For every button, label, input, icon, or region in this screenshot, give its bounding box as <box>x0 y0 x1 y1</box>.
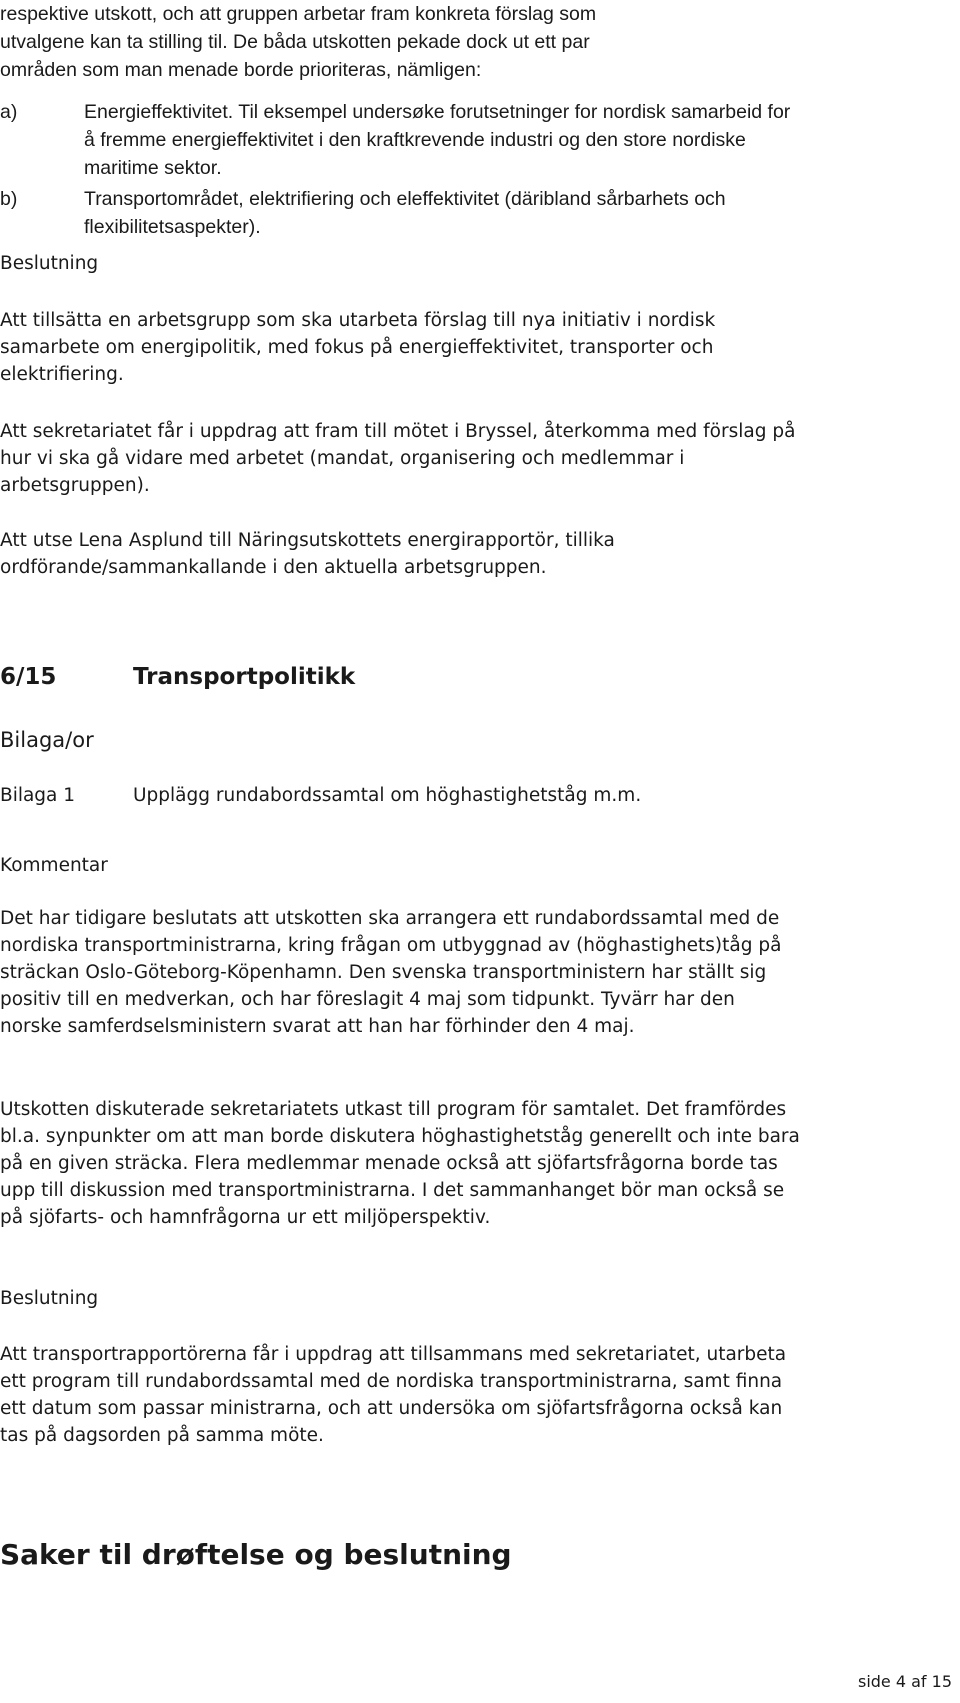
decision-heading: Beslutning <box>0 1288 99 1309</box>
section-title: Transportpolitikk <box>133 664 356 690</box>
attachment-label: Bilaga 1 <box>0 785 76 806</box>
priority-marker: b) <box>0 188 18 210</box>
priority-item <box>0 185 800 241</box>
section-number: 6/15 <box>0 664 57 690</box>
attachment-title: Upplägg rundabordssamtal om höghastighetståg m.m. <box>133 785 642 806</box>
comment-heading: Kommentar <box>0 855 108 876</box>
comment-paragraph: Det har tidigare beslutats att utskotten ska arrangera ett rundabordssamtal med de nordiska transportministrarna, kring frågan om utbyggnad av (höghastighets)tåg på sträckan Oslo-Göteborg-Köpenhamn. Den svenska transportministern har ställt sig positiv till en medverkan, och har föreslagit 4 maj som tidpunkt. Tyvärr har den norske samferdselsministern svarat att han har förhinder den 4 maj. <box>0 908 782 1037</box>
decision-paragraph: Att sekretariatet får i uppdrag att fram till mötet i Bryssel, återkomma med förslag på hur vi ska gå vidare med arbetet (mandat, organisering och medlemmar i arbetsgruppen). <box>0 421 796 496</box>
priority-text: Energieffektivitet. Til eksempel undersøke forutsetninger for nordisk samarbeid for å fremme energieffektivitet i den kraftkrevende industri og den store nordiske maritime sektor. <box>84 101 791 179</box>
attachment-row <box>0 782 641 809</box>
decision-paragraph: Att utse Lena Asplund till Näringsutskottets energirapportör, tillika ordförande/sammankallande i den aktuella arbetsgruppen. <box>0 530 615 578</box>
priority-text: Transportområdet, elektrifiering och eleffektivitet (däribland sårbarhets och flexibilitetsaspekter). <box>84 188 726 238</box>
intro-line: utvalgene kan ta stilling til. De båda utskotten pekade dock ut ett par <box>0 31 590 53</box>
intro-line: respektive utskott, och att gruppen arbetar fram konkreta förslag som <box>0 3 597 25</box>
comment-paragraph: Utskotten diskuterade sekretariatets utkast till program för samtalet. Det framfördes bl.a. synpunkter om att man borde diskutera höghastighetståg generellt och inte bara på en given sträcka. Flera medlemmar menade också att sjöfartsfrågorna borde tas upp till diskussion med transportministrarna. I det sammanhanget bör man också se på sjöfarts- och hamnfrågorna ur ett miljöperspektiv. <box>0 1099 800 1228</box>
page-number: side 4 af 15 <box>857 1672 952 1691</box>
priority-item <box>0 98 800 182</box>
decision-heading: Beslutning <box>0 253 99 274</box>
section-heading <box>0 662 355 692</box>
attachments-heading: Bilaga/or <box>0 728 94 752</box>
priority-marker: a) <box>0 101 18 123</box>
decision-paragraph: Att tillsätta en arbetsgrupp som ska utarbeta förslag till nya initiativ i nordisk samarbete om energipolitik, med fokus på energieffektivitet, transporter och elektrifiering. <box>0 310 716 385</box>
intro-line: områden som man menade borde prioriteras, nämligen: <box>0 59 482 81</box>
intro-paragraph <box>0 0 800 84</box>
decision-paragraph: Att transportrapportörerna får i uppdrag att tillsammans med sekretariatet, utarbeta ett program till rundabordssamtal med de nordiska transportministrarna, samt finna ett datum som passar ministrarna, och att undersöka om sjöfartsfrågorna också kan tas på dagsorden på samma möte. <box>0 1344 787 1446</box>
priority-list <box>0 98 800 244</box>
next-section-heading: Saker til drøftelse og beslutning <box>0 1538 512 1571</box>
